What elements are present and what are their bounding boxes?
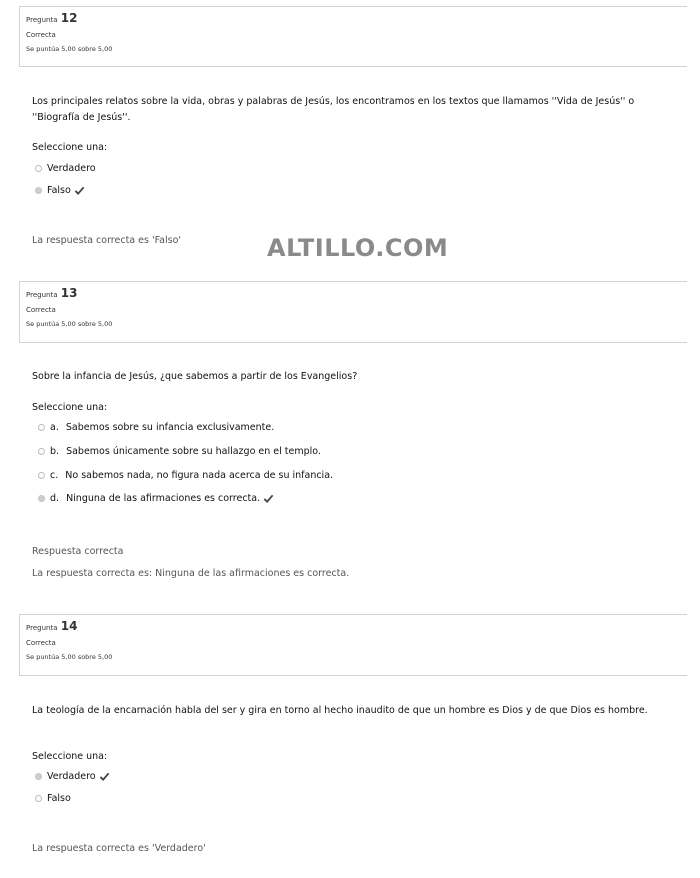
option-a[interactable]	[38, 420, 274, 434]
question-number-value: 14	[60, 619, 78, 633]
option-d[interactable]	[38, 491, 274, 505]
option-label: Sabemos sobre su infancia exclusivamente.	[65, 421, 275, 433]
right-answer: La respuesta correcta es 'Falso'	[32, 235, 181, 246]
question-number	[26, 620, 681, 635]
watermark-text: ALTILLO.COM	[267, 234, 449, 262]
option-letter: b.	[50, 445, 60, 457]
question-grade: Se puntúa 5,00 sobre 5,00	[26, 653, 113, 661]
question-14-info	[19, 614, 687, 676]
radio-button[interactable]	[38, 448, 45, 455]
option-label: No sabemos nada, no figura nada acerca de su infancia.	[65, 469, 334, 481]
question-grade: Se puntúa 5,00 sobre 5,00	[26, 320, 113, 328]
option-b[interactable]	[38, 444, 321, 458]
question-13-text: Sobre la infancia de Jesús, ¿que sabemos a partir de los Evangelios?	[32, 371, 358, 382]
check-icon	[99, 771, 110, 782]
question-14-prompt: Seleccione una:	[32, 751, 108, 762]
option-label: Sabemos únicamente sobre su hallazgo en el templo.	[66, 445, 321, 457]
question-number	[26, 12, 681, 27]
radio-button[interactable]	[35, 165, 42, 172]
option-label: Falso	[47, 792, 71, 804]
option-verdadero[interactable]	[35, 161, 96, 175]
question-12-info	[19, 6, 687, 67]
feedback-general: Respuesta correcta	[32, 546, 124, 557]
question-grade: Se puntúa 5,00 sobre 5,00	[26, 45, 113, 53]
question-label: Pregunta	[26, 624, 58, 632]
right-answer: La respuesta correcta es: Ninguna de las afirmaciones es correcta.	[32, 568, 350, 579]
check-icon	[74, 185, 85, 196]
question-number-value: 13	[60, 286, 78, 300]
question-number-value: 12	[60, 11, 78, 25]
question-14-text: La teología de la encarnación habla del ser y gira en torno al hecho inaudito de que un hombre es Dios y de que Dios es hombre.	[32, 705, 648, 716]
radio-button-selected[interactable]	[35, 773, 42, 780]
question-12-prompt: Seleccione una:	[32, 142, 108, 153]
question-13-prompt: Seleccione una:	[32, 402, 108, 413]
radio-button-selected[interactable]	[35, 187, 42, 194]
option-falso[interactable]	[35, 183, 85, 197]
question-state: Correcta	[26, 639, 56, 647]
option-falso[interactable]	[35, 791, 71, 805]
question-12-text: Los principales relatos sobre la vida, obras y palabras de Jesús, los encontramos en los textos que llamamos ''Vida de Jesús'' o ''Biografía de Jesús''.	[32, 96, 635, 123]
radio-button-selected[interactable]	[38, 495, 45, 502]
radio-button[interactable]	[38, 424, 45, 431]
question-label: Pregunta	[26, 291, 58, 299]
radio-button[interactable]	[38, 472, 45, 479]
radio-button[interactable]	[35, 795, 42, 802]
option-verdadero[interactable]	[35, 769, 110, 783]
question-number	[26, 287, 681, 302]
question-13-info	[19, 281, 687, 343]
question-label: Pregunta	[26, 16, 58, 24]
question-state: Correcta	[26, 306, 56, 314]
option-letter: c.	[50, 469, 59, 481]
option-label: Verdadero	[47, 162, 96, 174]
option-letter: a.	[50, 421, 59, 433]
question-state: Correcta	[26, 31, 56, 39]
option-letter: d.	[50, 492, 60, 504]
option-label: Falso	[47, 184, 71, 196]
option-c[interactable]	[38, 468, 333, 482]
option-label: Ninguna de las afirmaciones es correcta.	[66, 492, 261, 504]
check-icon	[263, 493, 274, 504]
option-label: Verdadero	[47, 770, 96, 782]
right-answer: La respuesta correcta es 'Verdadero'	[32, 843, 206, 854]
